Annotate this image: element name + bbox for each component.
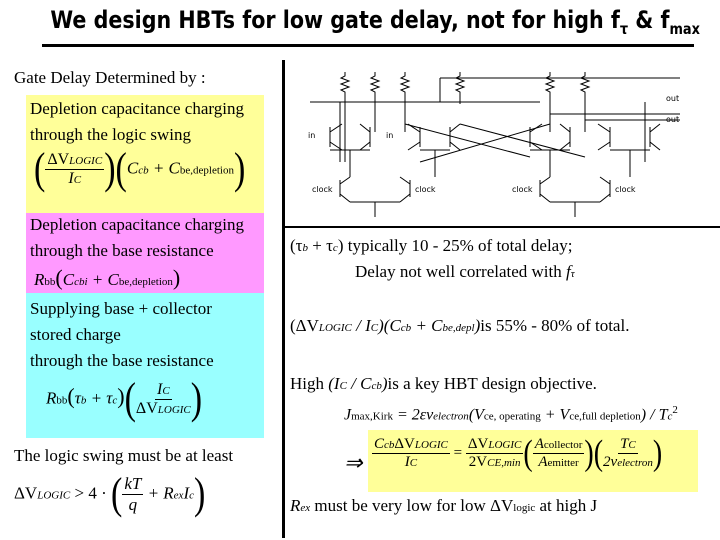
f4-c: c bbox=[189, 489, 194, 502]
r6-a2: A bbox=[538, 454, 548, 470]
design-equation: $\frac{\text{CcbΔVLOGIC}}{IC}$ = $\frac{\text{ΔVLOGIC}}{\text{2VCE,min}}$ ( $\frac{\text{Acollector}}{\text{Aemitter}}$ )( $\frac{TC}{\text{2velectron}}$ ) bbox=[374, 432, 663, 473]
r6-tcsub: C bbox=[628, 439, 636, 451]
block2-line2: through the base resistance bbox=[30, 241, 214, 260]
right-line4 bbox=[290, 374, 597, 394]
r7-end: at high J bbox=[535, 496, 598, 515]
formula-base-resistance: Rbb(Ccbi + Cbe,depletion) bbox=[34, 265, 181, 290]
f3-ic: I bbox=[157, 381, 163, 398]
r6-logic2: LOGIC bbox=[488, 439, 522, 451]
logic-swing-text: The logic swing must be at least bbox=[14, 446, 234, 465]
r4-high: High bbox=[290, 374, 329, 393]
title-text: We design HBTs for low gate delay, not for high f bbox=[50, 6, 620, 34]
f1-c: C bbox=[73, 174, 82, 186]
f1-ic: I bbox=[68, 170, 74, 187]
title-sub-tau: τ bbox=[619, 19, 629, 38]
f1-ccb: C bbox=[126, 158, 139, 178]
vertical-divider bbox=[282, 60, 285, 538]
r7-text: must be very low for low ΔV bbox=[310, 496, 514, 515]
f3-r: R bbox=[46, 388, 57, 408]
r6-2v: 2V bbox=[468, 454, 488, 470]
r6-dv2: ΔV bbox=[467, 436, 489, 452]
r3-f: ) bbox=[474, 316, 481, 335]
left-heading: Gate Delay Determined by : bbox=[14, 68, 206, 87]
r6-coll: collector bbox=[543, 439, 583, 451]
formula-stored-charge: Rbb(τb + τc)( $\frac{IC}{\text{ΔVLOGIC}}$ ) bbox=[46, 374, 203, 423]
f1-logic: LOGIC bbox=[69, 155, 103, 167]
f4-q: q bbox=[128, 495, 138, 514]
kirk-formula bbox=[344, 404, 678, 424]
implies-arrow: ⇒ bbox=[344, 450, 363, 475]
r5-j: J bbox=[344, 406, 352, 424]
r3-a: (ΔV bbox=[290, 316, 319, 335]
r1-close: ) bbox=[337, 236, 344, 255]
f3-c: c bbox=[112, 394, 118, 407]
r3-d: )(C bbox=[378, 316, 401, 335]
f1-dv: ΔV bbox=[47, 151, 70, 168]
r2-f: f bbox=[566, 262, 571, 281]
r7-r: R bbox=[290, 496, 301, 515]
f3-logic: LOGIC bbox=[157, 404, 191, 416]
f3-bb: bb bbox=[56, 394, 68, 407]
f4-lhs: ΔV bbox=[14, 483, 38, 503]
r5-sq: 2 bbox=[672, 404, 678, 416]
r6-emit: emitter bbox=[547, 457, 579, 469]
block-base-resistance bbox=[26, 213, 264, 293]
right-line1 bbox=[290, 236, 572, 256]
right-line2 bbox=[355, 262, 575, 282]
r6-dv: ΔV bbox=[394, 436, 415, 452]
r7-ex: ex bbox=[300, 502, 311, 514]
f4-logic: LOGIC bbox=[37, 489, 71, 502]
circuit-label-in-2: in bbox=[386, 131, 394, 140]
circuit-label-clock-1: clock bbox=[312, 185, 333, 194]
circuit-label-clock-3: clock bbox=[512, 185, 533, 194]
r5-plus: + V bbox=[540, 406, 570, 424]
r5-e: electron bbox=[433, 410, 469, 423]
right-line7 bbox=[290, 496, 597, 516]
title-amp: & f bbox=[628, 6, 670, 34]
block3-line3: through the base resistance bbox=[30, 351, 214, 370]
title-sub-max: max bbox=[669, 19, 700, 38]
r3-c: C bbox=[370, 322, 379, 334]
formula-logic-swing: ( $\frac{\text{ΔVLOGIC}}{IC}$ )(Ccb + Cbe,depletion) bbox=[34, 144, 246, 193]
ecl-latch-circuit bbox=[300, 62, 700, 220]
r5-op: ce, operating bbox=[483, 410, 541, 423]
f2-bb: bb bbox=[44, 276, 56, 288]
r4-cb: cb bbox=[371, 380, 382, 392]
r7-logic: logic bbox=[513, 502, 536, 514]
f1-plus: + C bbox=[148, 158, 180, 178]
right-line3 bbox=[290, 316, 629, 336]
f2-plus: + C bbox=[87, 270, 119, 289]
circuit-label-out-2: out bbox=[666, 115, 680, 124]
circuit-label-clock-2: clock bbox=[415, 185, 436, 194]
r5-sub: max,Kirk bbox=[351, 410, 393, 423]
slide-title bbox=[50, 6, 700, 38]
formula-logic-swing-min: ΔVLOGIC > 4 · ( $\frac{kT}{q}$ + RexIc) bbox=[14, 469, 206, 518]
r4-b: / C bbox=[346, 374, 372, 393]
f3-plus: + τ bbox=[86, 388, 113, 408]
r6-2ve: 2v bbox=[603, 454, 618, 470]
r6-eq: = bbox=[449, 444, 466, 461]
f4-plus: + R bbox=[143, 483, 174, 503]
f3-tau: τ bbox=[74, 388, 81, 408]
circuit-label-in-1: in bbox=[308, 131, 316, 140]
f3-icsub: C bbox=[162, 385, 170, 397]
f2-cbi: cbi bbox=[74, 276, 88, 288]
r3-b: / I bbox=[351, 316, 371, 335]
block3-line1: Supplying base + collector bbox=[30, 299, 212, 318]
r3-logic: LOGIC bbox=[318, 322, 352, 334]
circuit-label-out-1: out bbox=[666, 94, 680, 103]
block3-line2: stored charge bbox=[30, 325, 121, 344]
r4-a: (I bbox=[328, 374, 340, 393]
r3-be: be,depl bbox=[442, 322, 475, 334]
r5-v: (V bbox=[468, 406, 484, 424]
r2-text: Delay not well correlated with bbox=[355, 262, 567, 281]
r6-a1: A bbox=[534, 436, 544, 452]
r1-tau: (τ bbox=[290, 236, 303, 255]
block1-line1: Depletion capacitance charging bbox=[30, 99, 244, 118]
r5-close: ) / T bbox=[640, 406, 668, 424]
f2-be: be,depletion bbox=[118, 276, 173, 288]
r4-c: C bbox=[339, 380, 347, 392]
r4-text: is a key HBT design objective. bbox=[387, 374, 597, 393]
r3-text: is 55% - 80% of total. bbox=[480, 316, 630, 335]
block1-line2: through the logic swing bbox=[30, 125, 192, 144]
block-stored-charge bbox=[26, 293, 264, 438]
r6-ic: I bbox=[404, 454, 410, 470]
f3-dv: ΔV bbox=[135, 400, 158, 417]
r6-cb: cb bbox=[384, 439, 395, 451]
r5-tc: c bbox=[667, 410, 673, 423]
block2-line1: Depletion capacitance charging bbox=[30, 215, 244, 234]
f1-be: be,depletion bbox=[179, 164, 234, 177]
f3-b: b bbox=[80, 394, 87, 407]
r6-elec: electron bbox=[617, 457, 653, 469]
f4-kt: kT bbox=[124, 474, 142, 493]
r2-tau: τ bbox=[570, 268, 575, 280]
r5-eq: = 2εv bbox=[392, 406, 434, 424]
r6-icsub: C bbox=[409, 457, 418, 469]
f4-ex: ex bbox=[173, 489, 184, 502]
r6-ccb: C bbox=[374, 436, 385, 452]
r5-fd: ce,full depletion bbox=[569, 410, 641, 423]
r1-text: typically 10 - 25% of total delay; bbox=[343, 236, 573, 255]
block-logic-swing bbox=[26, 95, 264, 213]
r1-b: b bbox=[302, 242, 308, 254]
r6-logic: LOGIC bbox=[414, 439, 448, 451]
r6-tc: T bbox=[620, 436, 629, 452]
r6-cemin: CE,min bbox=[487, 457, 521, 469]
r1-plus: + τ bbox=[308, 236, 333, 255]
f1-cb: cb bbox=[138, 164, 149, 177]
r1-c: c bbox=[332, 242, 338, 254]
r3-e: + C bbox=[411, 316, 443, 335]
circuit-label-clock-4: clock bbox=[615, 185, 636, 194]
title-rule bbox=[42, 44, 694, 47]
f4-gt: > 4 · bbox=[70, 483, 111, 503]
design-equation-box bbox=[368, 430, 698, 492]
r4-close: ) bbox=[381, 374, 388, 393]
r3-cb: cb bbox=[400, 322, 412, 334]
f2-c: C bbox=[62, 270, 75, 289]
f4-i: I bbox=[183, 483, 190, 503]
horizontal-divider bbox=[284, 226, 720, 228]
f2-r: R bbox=[34, 270, 45, 289]
